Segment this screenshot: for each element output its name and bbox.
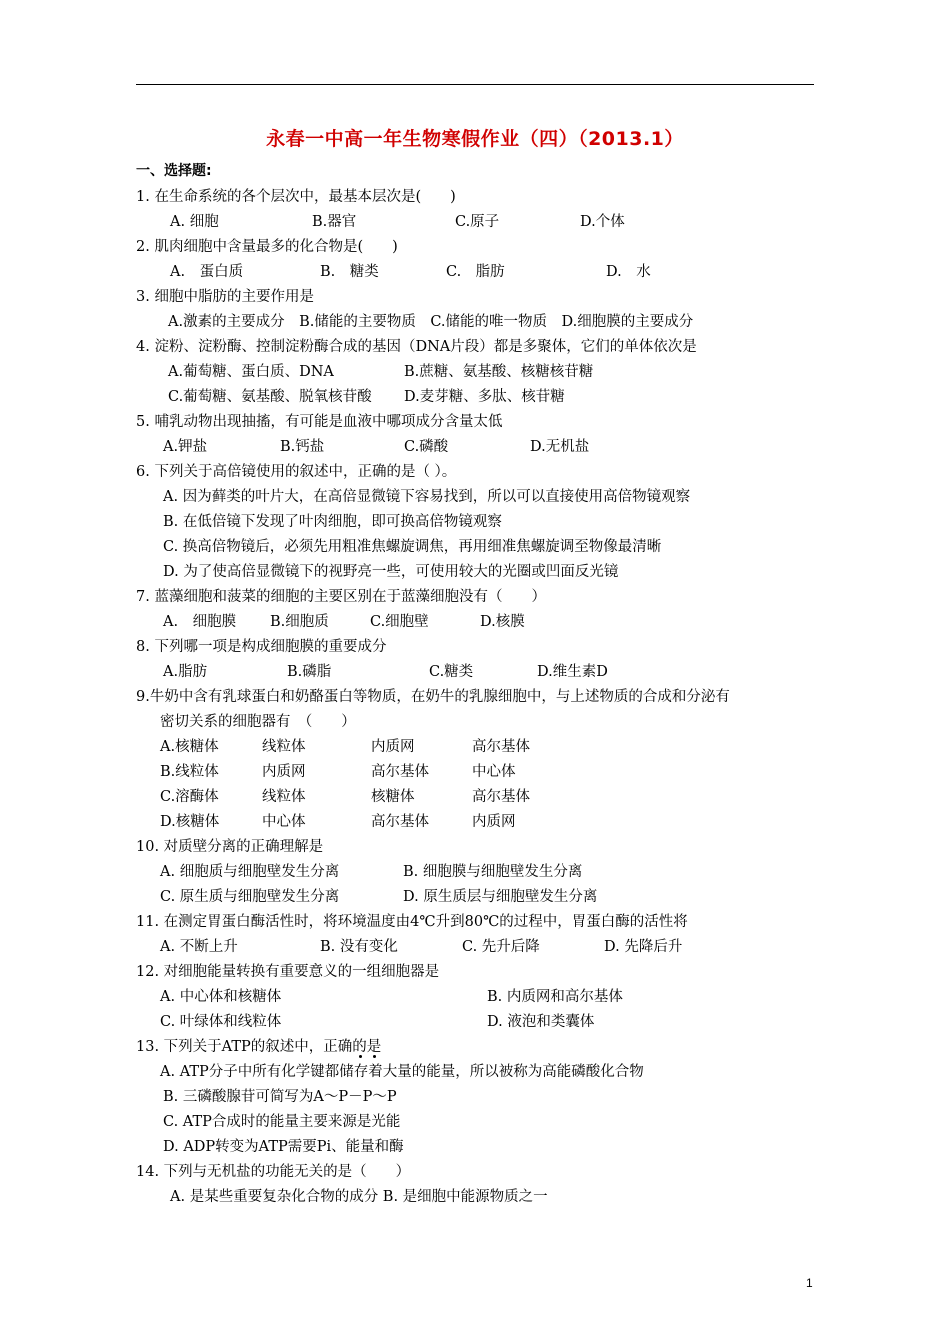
question-stem: 8. 下列哪一项是构成细胞膜的重要成分 [136, 639, 387, 655]
question-stem: 7. 蓝藻细胞和菠菜的细胞的主要区别在于蓝藻细胞没有（ ） [136, 589, 546, 605]
option: C.溶酶体 [160, 789, 219, 805]
document-title: 永春一中高一年生物寒假作业（四）（2013.1） [266, 128, 684, 150]
option-item: 内质网 [371, 739, 415, 755]
option: A. 因为藓类的叶片大，在高倍显微镜下容易找到，所以可以直接使用高倍物镜观察 [163, 489, 691, 505]
option: A.核糖体 [160, 739, 219, 755]
option: A.钾盐 [163, 439, 208, 455]
option: B. 糖类 [320, 264, 379, 280]
option: C.磷酸 [404, 439, 449, 455]
option: A. 中心体和核糖体 [160, 989, 282, 1005]
option: D.无机盐 [530, 439, 590, 455]
option-item: 高尔基体 [371, 814, 429, 830]
header-rule [136, 84, 814, 85]
option-item: 线粒体 [262, 789, 306, 805]
option: D.核糖体 [160, 814, 220, 830]
option: A. 细胞 [170, 214, 219, 230]
option: B. 没有变化 [320, 939, 398, 955]
option: B.器官 [312, 214, 357, 230]
option: C.葡萄糖、氨基酸、脱氧核苷酸 [168, 389, 372, 405]
option: B.蔗糖、氨基酸、核糖核苷糖 [404, 364, 594, 380]
question-stem: 1. 在生命系统的各个层次中，最基本层次是( ) [136, 189, 456, 205]
option: C.原子 [455, 214, 500, 230]
question-stem: 5. 哺乳动物出现抽搐，有可能是血液中哪项成分含量太低 [136, 414, 503, 430]
option: A.激素的主要成分 B.储能的主要物质 C.储能的唯一物质 D.细胞膜的主要成分 [168, 314, 694, 330]
option: B. 内质网和高尔基体 [487, 989, 623, 1005]
option-item: 高尔基体 [472, 739, 530, 755]
option: C. 先升后降 [462, 939, 540, 955]
option: C. ATP合成时的能量主要来源是光能 [163, 1114, 401, 1130]
option: C. 脂肪 [446, 264, 505, 280]
question-stem: 12. 对细胞能量转换有重要意义的一组细胞器是 [136, 964, 440, 980]
option: D. 先降后升 [604, 939, 683, 955]
option: B.线粒体 [160, 764, 219, 780]
option-item: 内质网 [262, 764, 306, 780]
option: D. 原生质层与细胞壁发生分离 [403, 889, 598, 905]
page-number: 1 [806, 1276, 813, 1290]
option-item: 中心体 [472, 764, 516, 780]
question-stem: 6. 下列关于高倍镜使用的叙述中，正确的是（ ）。 [136, 464, 457, 480]
option: B. 三磷酸腺苷可简写为A～P－P～P [163, 1089, 397, 1105]
option: B.磷脂 [287, 664, 332, 680]
question-stem: 4. 淀粉、淀粉酶、控制淀粉酶合成的基因（DNA片段）都是多聚体，它们的单体依次是 [136, 339, 697, 355]
option: D.核膜 [480, 614, 525, 630]
option: D.个体 [580, 214, 625, 230]
option-item: 核糖体 [371, 789, 415, 805]
question-stem: 11. 在测定胃蛋白酶活性时，将环境温度由4℃升到80℃的过程中，胃蛋白酶的活性将 [136, 914, 688, 930]
option: A.葡萄糖、蛋白质、DNA [168, 364, 334, 380]
option: A. 不断上升 [160, 939, 238, 955]
option: D. 液泡和类囊体 [487, 1014, 595, 1030]
option: A. 细胞质与细胞壁发生分离 [160, 864, 340, 880]
option-item: 高尔基体 [472, 789, 530, 805]
option: A. 细胞膜 [163, 614, 237, 630]
option: D. 水 [606, 264, 651, 280]
option-item: 高尔基体 [371, 764, 429, 780]
emphasis-dot [373, 1055, 376, 1058]
question-stem: 9.牛奶中含有乳球蛋白和奶酪蛋白等物质，在奶牛的乳腺细胞中，与上述物质的合成和分泌有 [136, 689, 730, 705]
option: D.麦芽糖、多肽、核苷糖 [404, 389, 565, 405]
option: A. 蛋白质 [170, 264, 244, 280]
option: B. 细胞膜与细胞壁发生分离 [403, 864, 583, 880]
option: B.钙盐 [280, 439, 325, 455]
question-stem: 13. 下列关于ATP的叙述中，正确的是 [136, 1039, 382, 1055]
option: C. 换高倍物镜后，必须先用粗准焦螺旋调焦，再用细准焦螺旋调至物像最清晰 [163, 539, 662, 555]
option: A. 是某些重要复杂化合物的成分 B. 是细胞中能源物质之一 [170, 1189, 548, 1205]
option: C.糖类 [429, 664, 474, 680]
option: C. 叶绿体和线粒体 [160, 1014, 282, 1030]
option: A.脂肪 [163, 664, 208, 680]
option: B. 在低倍镜下发现了叶肉细胞，即可换高倍物镜观察 [163, 514, 502, 530]
option: C. 原生质与细胞壁发生分离 [160, 889, 340, 905]
option: D. ADP转变为ATP需要Pi、能量和酶 [163, 1139, 404, 1155]
question-stem: 10. 对质壁分离的正确理解是 [136, 839, 324, 855]
option-item: 内质网 [472, 814, 516, 830]
option: D. 为了使高倍显微镜下的视野亮一些，可使用较大的光圈或凹面反光镜 [163, 564, 619, 580]
question-stem: 14. 下列与无机盐的功能无关的是（ ） [136, 1164, 411, 1180]
option-item: 中心体 [262, 814, 306, 830]
emphasis-dot [359, 1055, 362, 1058]
option-item: 线粒体 [262, 739, 306, 755]
option: C.细胞壁 [370, 614, 429, 630]
option: B.细胞质 [270, 614, 329, 630]
option: D.维生素D [537, 664, 608, 680]
section-heading: 一、选择题: [136, 163, 212, 179]
question-stem: 3. 细胞中脂肪的主要作用是 [136, 289, 314, 305]
question-stem: 2. 肌肉细胞中含量最多的化合物是( ) [136, 239, 398, 255]
question-stem-continued: 密切关系的细胞器有 （ ） [160, 714, 356, 730]
option: A. ATP分子中所有化学键都储存着大量的能量，所以被称为高能磷酸化合物 [160, 1064, 644, 1080]
